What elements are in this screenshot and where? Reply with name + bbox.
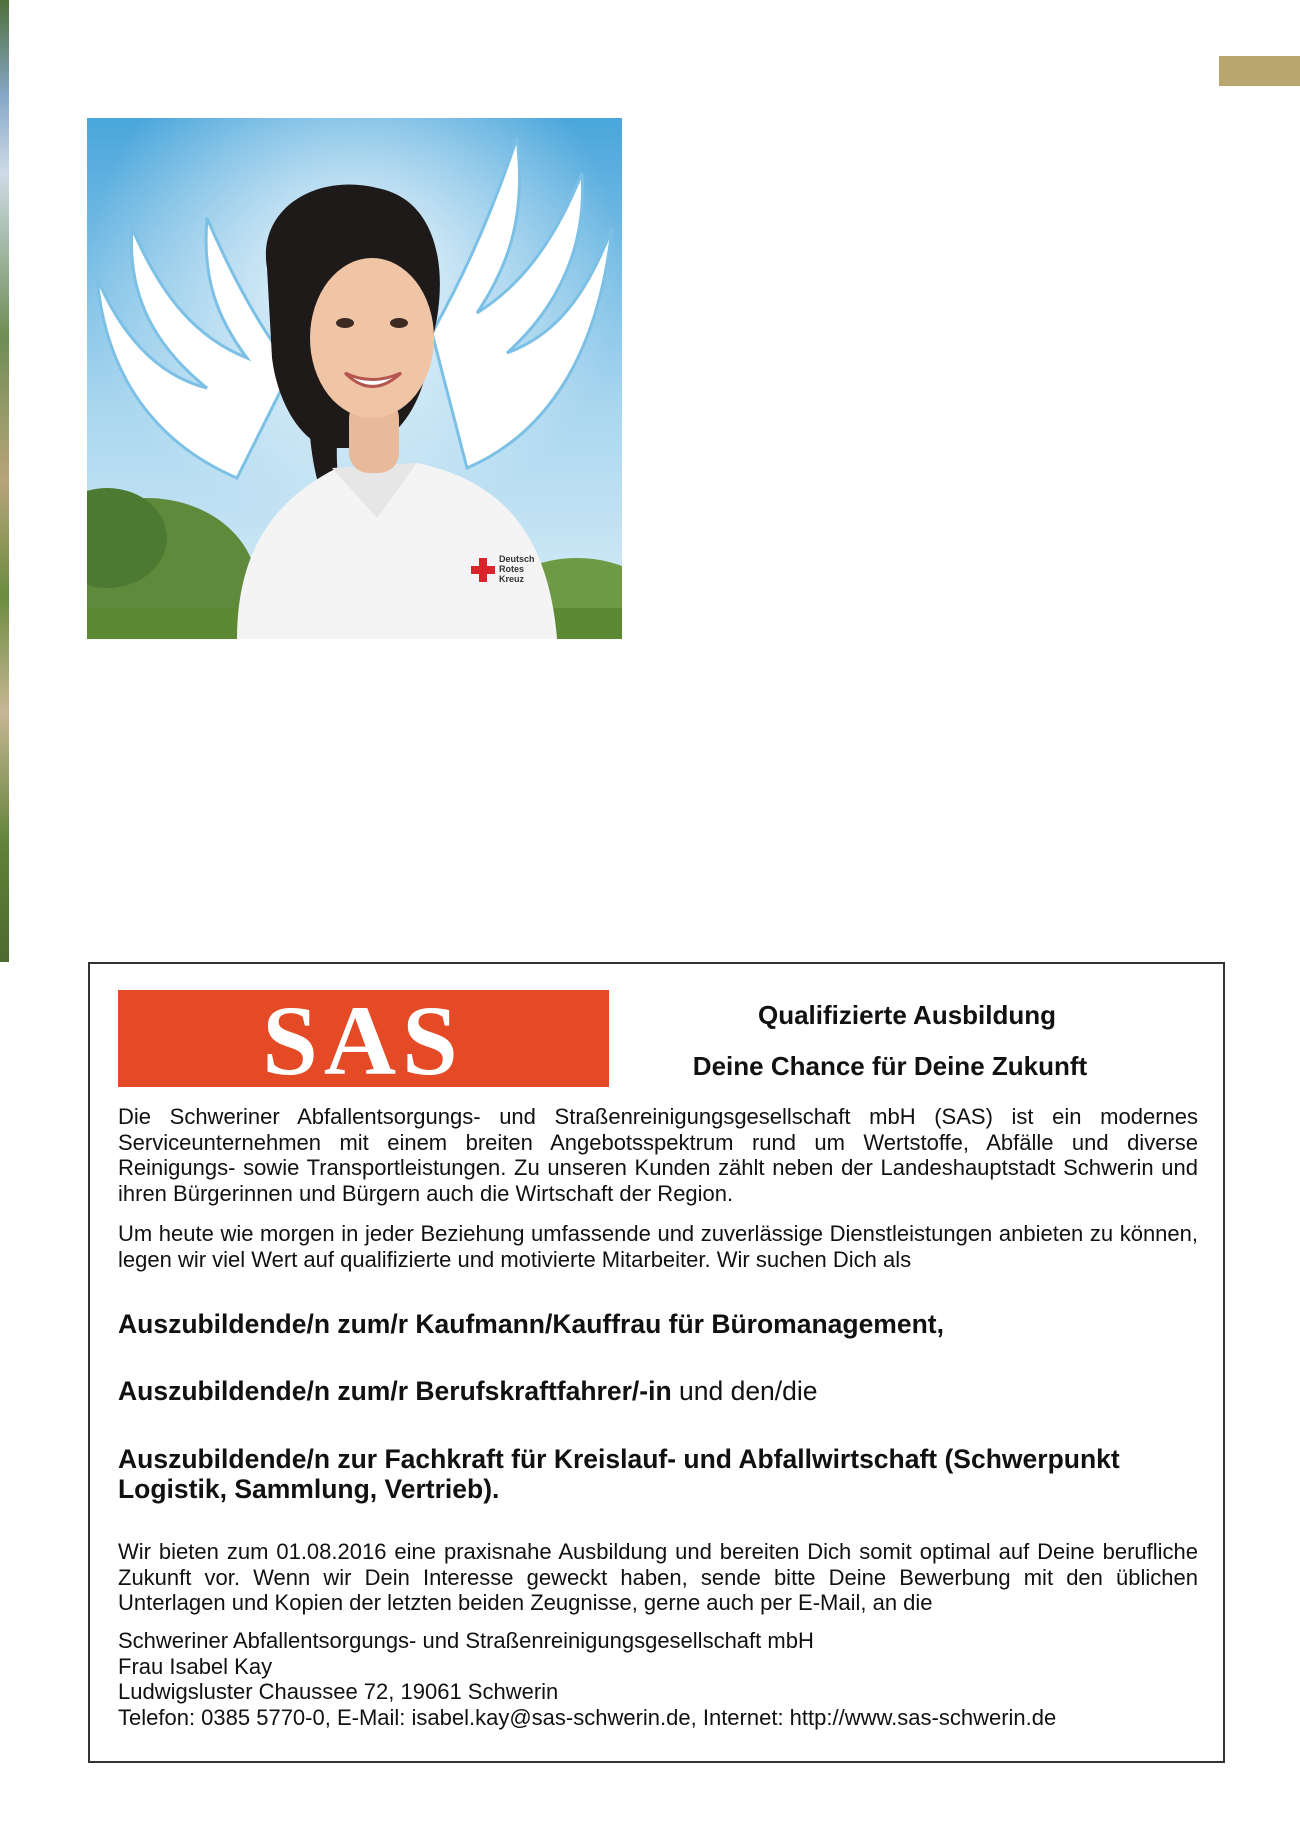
job-advertisement [88,962,1225,1763]
search-paragraph: Um heute wie morgen in jeder Beziehung umfassende und zuverlässige Dienstleistungen anbieten zu können, legen wir viel Wert auf qualifizierte und motivierte Mitarbeiter. Wir suchen Dich als [118,1221,1198,1272]
sas-logo [118,990,609,1087]
logo-text: SAS [262,990,464,1087]
position-2-suffix: und den/die [671,1376,818,1406]
badge-text-2: Rotes [499,564,525,574]
contact-phone-email-web: Telefon: 0385 5770-0, E-Mail: isabel.kay@sas-schwerin.de, Internet: http://www.sas-schwerin.de [118,1704,1057,1730]
contact-person: Frau Isabel Kay [118,1653,273,1679]
badge-text-1: Deutsch [499,554,535,564]
position-office-management [118,1309,1203,1339]
intro-paragraph: Die Schweriner Abfallentsorgungs- und Straßenreinigungsgesellschaft mbH (SAS) ist ein modernes Serviceunternehmen mit einem breiten Angebotsspektrum rund um Wertstoffe, Abfälle und diverse Reinigungs- sowie Transportleistungen. Zu unseren Kunden zählt neben der Landeshauptstadt Schwerin und ihren Bürgerinnen und Bürgern auch die Wirtschaft der Region. [118,1104,1198,1206]
badge-text-3: Kreuz [499,574,525,584]
offer-paragraph: Wir bieten zum 01.08.2016 eine praxisnahe Ausbildung und bereiten Dich somit optimal auf Deine berufliche Zukunft vor. Wenn wir Dein Interesse geweckt haben, sende bitte Deine Bewerbung mit den üblichen Unterlagen und Kopien der letzten beiden Zeugnisse, gerne auch per E-Mail, an die [118,1539,1198,1615]
contact-address: Ludwigsluster Chaussee 72, 19061 Schwerin [118,1679,559,1704]
headline-qualification: Qualifizierte Ausbildung [757,1000,1057,1030]
contact-block [118,1628,1198,1730]
position-2-text: Auszubildende/n zum/r Berufskraftfahrer/-in [118,1376,672,1406]
position-1-text: Auszubildende/n zum/r Kaufmann/Kauffrau für Büromanagement, [118,1309,944,1339]
contact-company: Schweriner Abfallentsorgungs- und Straßenreinigungsgesellschaft mbH [118,1628,814,1653]
page-marker-tab [1219,56,1300,86]
position-professional-driver [118,1376,1203,1406]
headline-chance: Deine Chance für Deine Zukunft [692,1051,1088,1081]
position-waste-management [118,1444,1203,1504]
adjacent-page-edge [0,0,9,962]
angel-nurse-photo [87,118,622,639]
position-3-text: Auszubildende/n zur Fachkraft für Kreislauf- und Abfallwirtschaft (Schwerpunkt Logistik, Sammlung, Vertrieb). [118,1444,1120,1504]
